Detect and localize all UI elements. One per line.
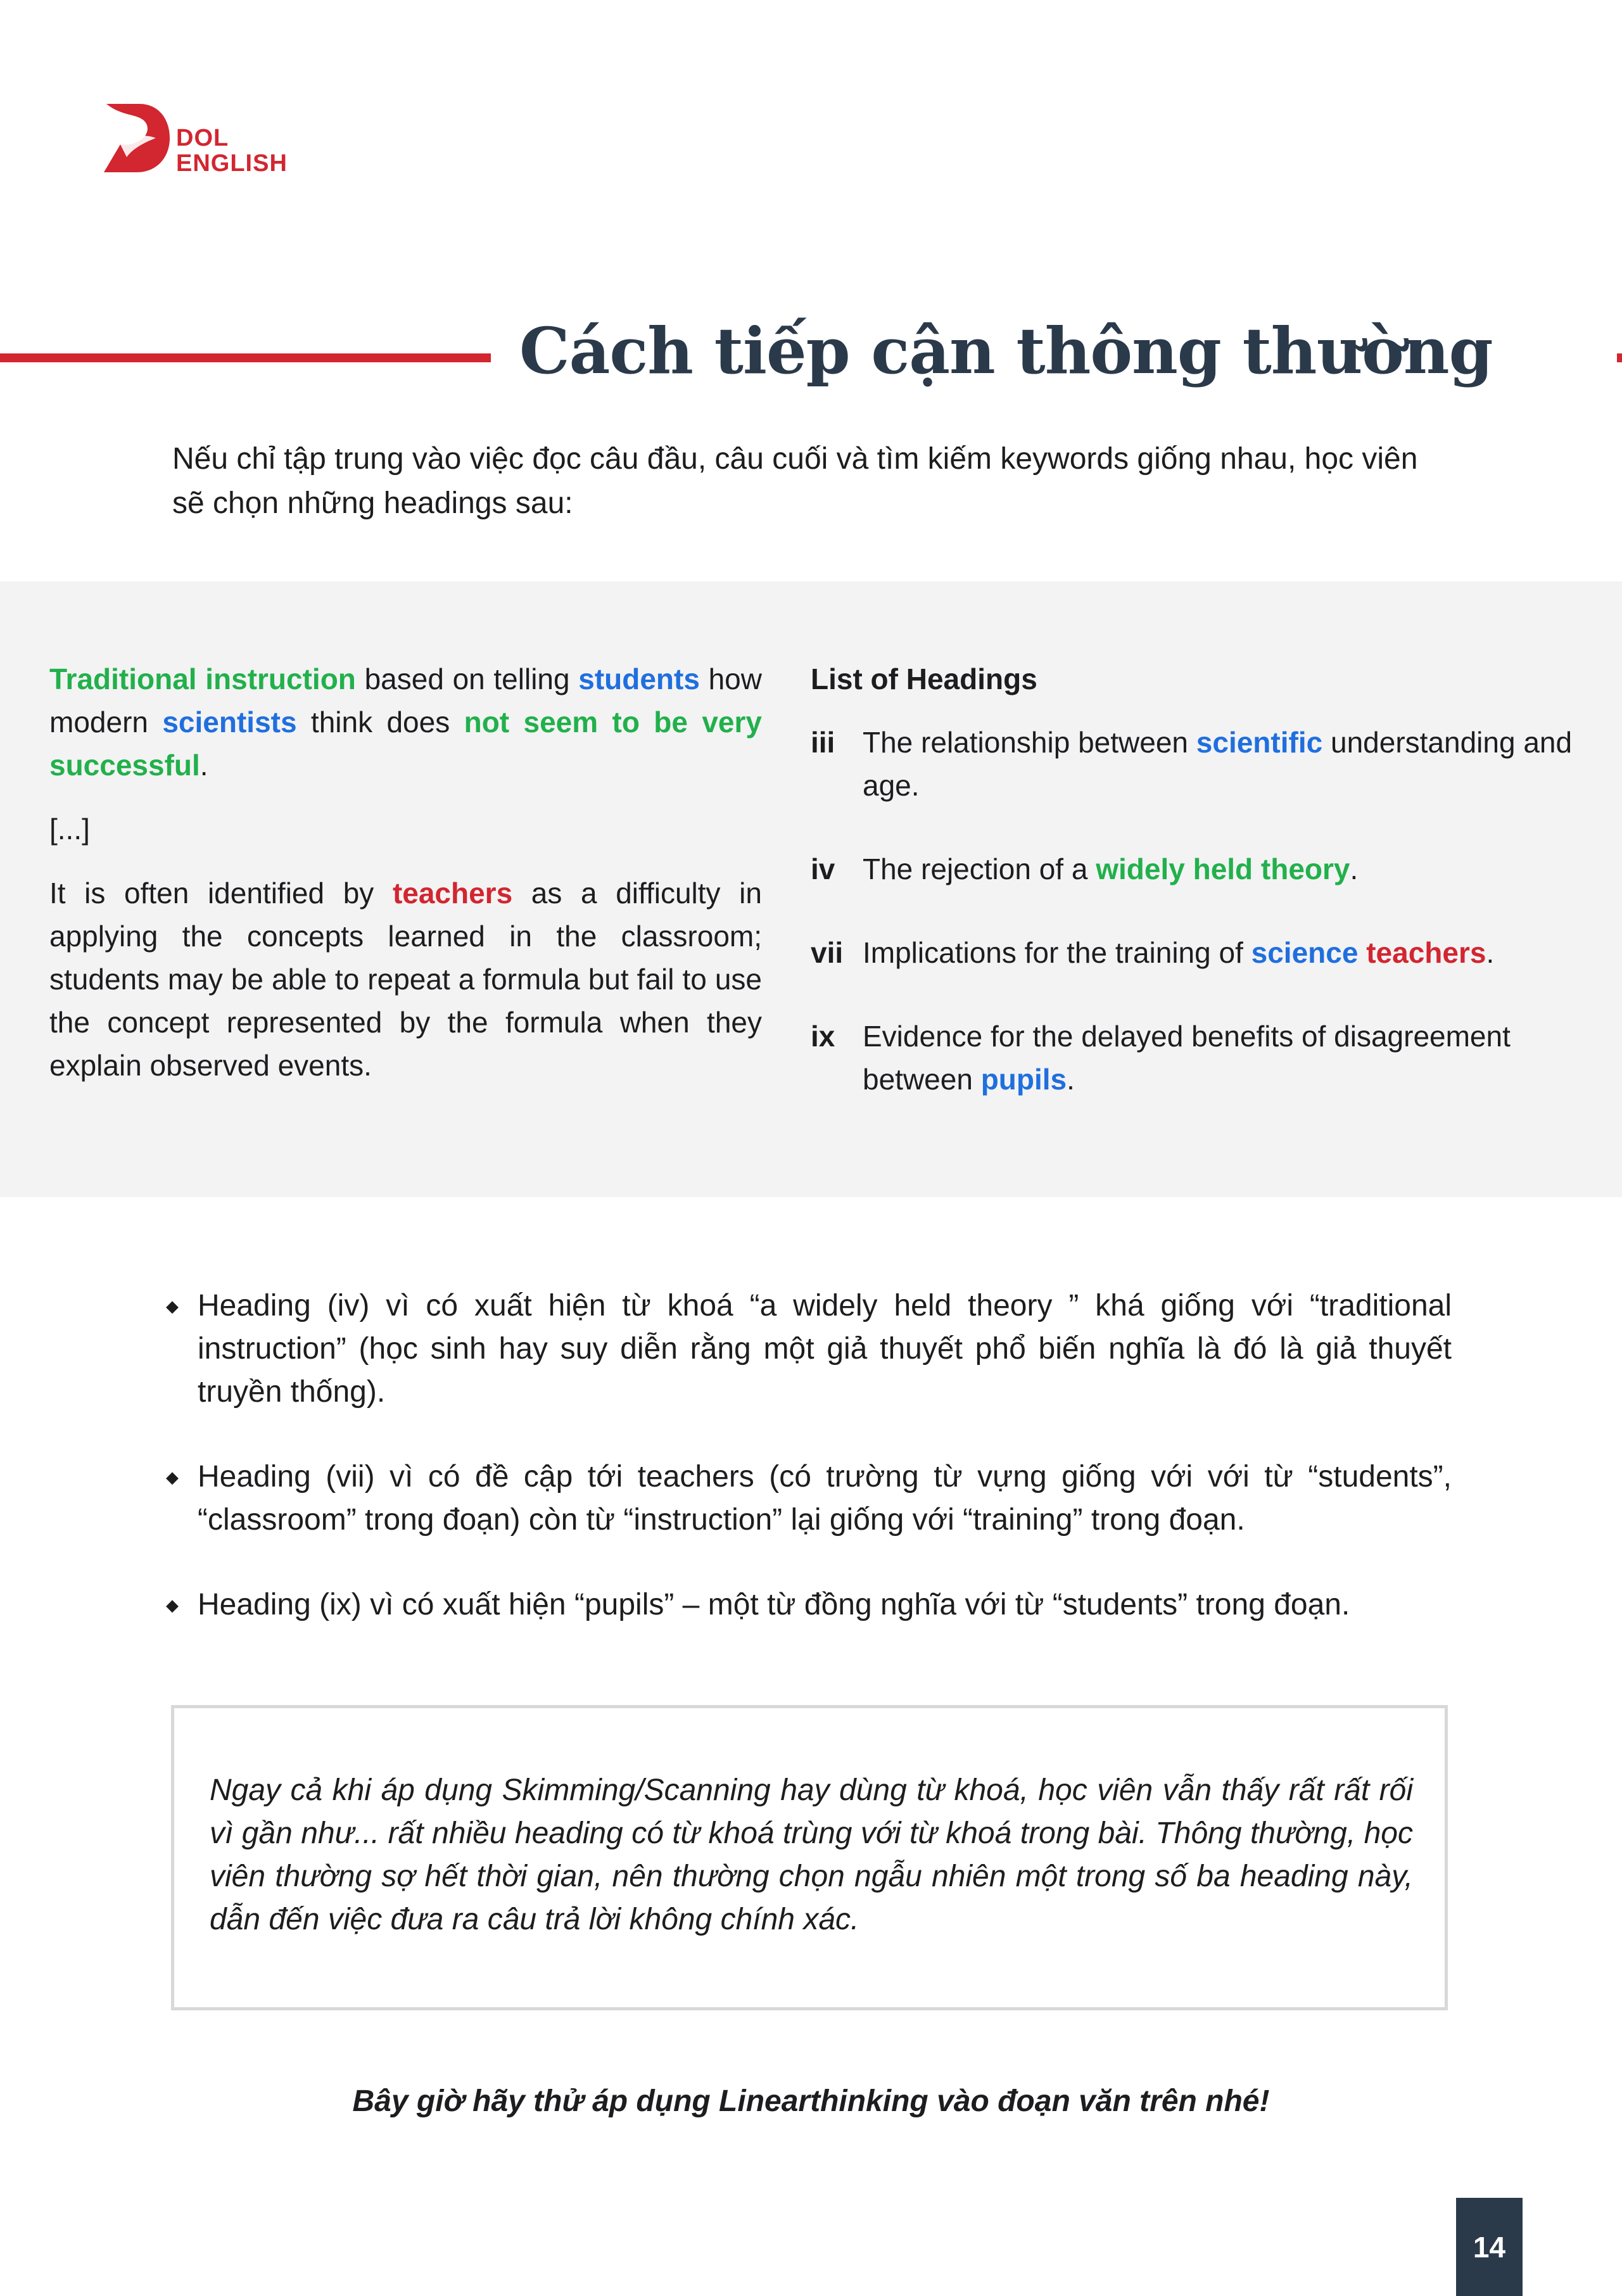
text-run bbox=[1358, 936, 1366, 969]
closing-line: Bây giờ hãy thử áp dụng Linearthinking vào đoạn văn trên nhé! bbox=[352, 2084, 1270, 2118]
keyword-green: not seem to be very successful bbox=[49, 706, 762, 782]
text-run: . bbox=[1350, 853, 1359, 885]
title-accent-dot bbox=[1617, 353, 1622, 362]
text-run: as a difficulty in applying the concepts learned in the classroom; students may be able to repeat a formula but fail to use the concept represented by the formula when they explain observed events. bbox=[49, 877, 762, 1082]
heading-text bbox=[863, 931, 1590, 974]
dol-english-logo bbox=[101, 101, 298, 184]
text-run: The relationship between bbox=[863, 726, 1196, 759]
page-title: Cách tiếp cận thông thường bbox=[519, 314, 1493, 388]
diamond-bullet-icon: ◆ bbox=[166, 1595, 179, 1614]
intro-paragraph: Nếu chỉ tập trung vào việc đọc câu đầu, câu cuối và tìm kiếm keywords giống nhau, học viên sẽ chọn những headings sau: bbox=[172, 442, 1418, 520]
passage-ellipsis: [...] bbox=[49, 813, 90, 846]
keyword-green: Traditional instruction bbox=[49, 663, 356, 695]
brand-name bbox=[176, 125, 288, 176]
headings-title: List of Headings bbox=[811, 663, 1037, 695]
brand-line1: DOL bbox=[176, 125, 229, 151]
reading-passage bbox=[49, 657, 762, 1108]
heading-number: iii bbox=[811, 726, 835, 759]
text-run: Evidence for the delayed benefits of disagreement between bbox=[863, 1020, 1511, 1096]
text-run: It is often identified by bbox=[49, 877, 393, 910]
keyword-blue: students bbox=[578, 663, 700, 695]
heading-item bbox=[811, 931, 1590, 974]
brand-line2: ENGLISH bbox=[176, 150, 288, 177]
dol-logo-icon bbox=[101, 101, 171, 174]
list-of-headings bbox=[811, 657, 1590, 1141]
keyword-red: teachers bbox=[1366, 936, 1486, 969]
list-item bbox=[166, 1583, 1452, 1627]
explanation-list bbox=[166, 1284, 1452, 1668]
heading-number: iv bbox=[811, 853, 835, 885]
list-item bbox=[166, 1456, 1452, 1542]
text-run: think does bbox=[296, 706, 464, 739]
passage-paragraph-1 bbox=[49, 657, 762, 787]
text-run: Implications for the training of bbox=[863, 936, 1251, 969]
note-box bbox=[171, 1705, 1448, 2010]
diamond-bullet-icon: ◆ bbox=[166, 1297, 179, 1316]
keyword-blue: scientific bbox=[1196, 726, 1323, 759]
text-run: . bbox=[1486, 936, 1495, 969]
list-item-text: Heading (ix) vì có xuất hiện “pupils” – một từ đồng nghĩa với từ “students” trong đoạn. bbox=[198, 1588, 1350, 1621]
page-number: 14 bbox=[1456, 2198, 1523, 2296]
text-run: understanding and age. bbox=[863, 726, 1573, 802]
text-run: . bbox=[200, 749, 208, 782]
heading-text bbox=[863, 721, 1590, 807]
heading-item bbox=[811, 847, 1590, 891]
text-run: The rejection of a bbox=[863, 853, 1096, 885]
text-run: based on telling bbox=[355, 663, 579, 695]
list-item-text: Heading (iv) vì có xuất hiện từ khoá “a widely held theory ” khá giống với “traditional instruction” (học sinh hay suy diễn rằng một giả thuyết phổ biến nghĩa là đó là giả thuyết truyền thống). bbox=[198, 1289, 1452, 1409]
note-text: Ngay cả khi áp dụng Skimming/Scanning hay dùng từ khoá, học viên vẫn thấy rất rất rối vì gần như... rất nhiều heading có từ khoá trùng với từ khoá trong bài. Thông thường, học viên thường sợ hết thời gian, nên thường chọn ngẫu nhiên một trong số ba heading này, dẫn đến việc đưa ra câu trả lời không chính xác. bbox=[210, 1773, 1413, 1936]
passage-paragraph-2 bbox=[49, 872, 762, 1087]
heading-number: vii bbox=[811, 936, 844, 969]
title-accent-bar bbox=[0, 353, 491, 362]
heading-number: ix bbox=[811, 1020, 835, 1053]
keyword-blue: science bbox=[1251, 936, 1359, 969]
text-run: how modern bbox=[49, 663, 762, 739]
text-run: . bbox=[1067, 1063, 1075, 1096]
keyword-blue: scientists bbox=[162, 706, 297, 739]
keyword-blue: pupils bbox=[980, 1063, 1067, 1096]
heading-text bbox=[863, 847, 1590, 891]
list-item bbox=[166, 1284, 1452, 1414]
heading-text bbox=[863, 1015, 1590, 1101]
keyword-red: teachers bbox=[392, 877, 513, 910]
diamond-bullet-icon: ◆ bbox=[166, 1468, 179, 1487]
heading-item bbox=[811, 1015, 1590, 1101]
keyword-green: widely held theory bbox=[1096, 853, 1350, 885]
heading-item bbox=[811, 721, 1590, 807]
list-item-text: Heading (vii) vì có đề cập tới teachers (có trường từ vựng giống với với từ “students”, “classroom” trong đoạn) còn từ “instruction” lại giống với “training” trong đoạn. bbox=[198, 1460, 1452, 1537]
